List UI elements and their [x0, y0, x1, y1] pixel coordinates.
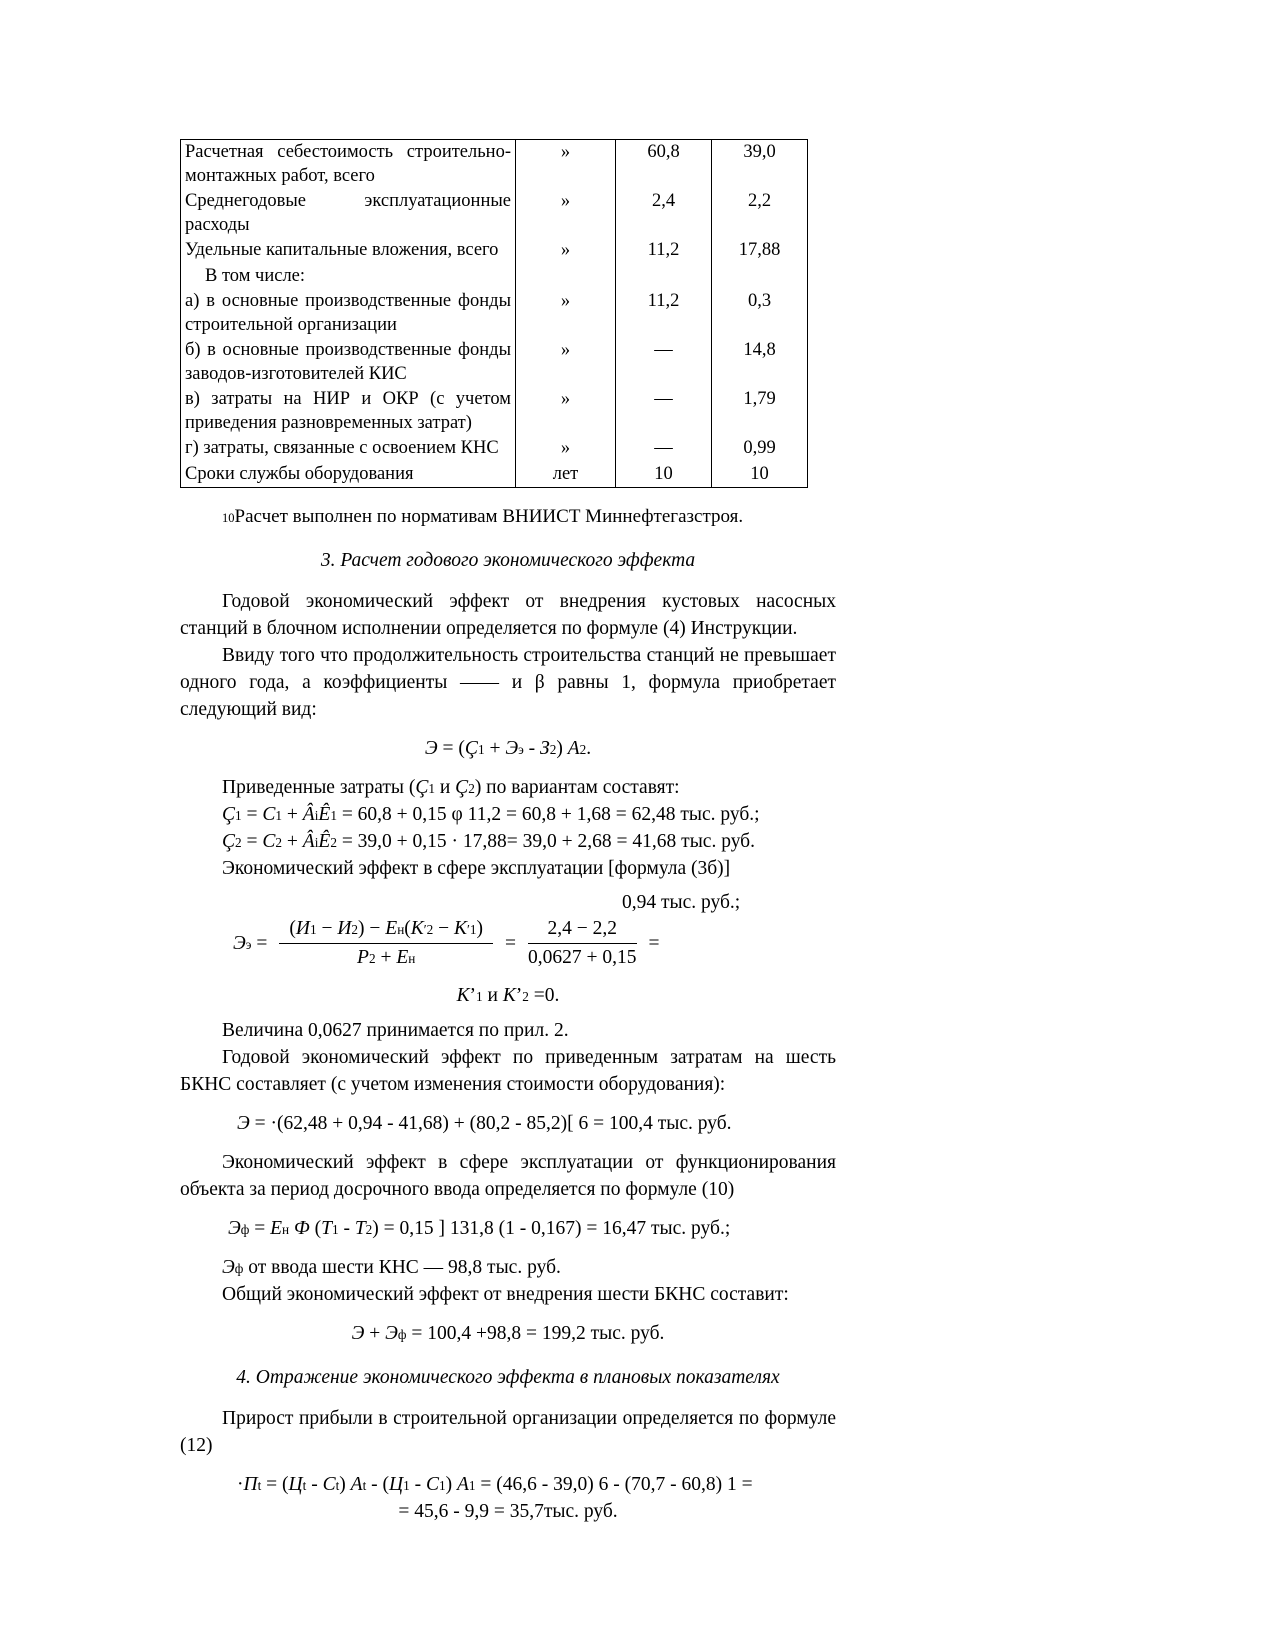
paragraph-total-effect: Общий экономический эффект от внедрения шести БКНС составит: — [222, 1284, 789, 1305]
table-row — [181, 338, 808, 387]
formula-operating-effect — [233, 918, 836, 969]
fraction-numeric — [528, 918, 637, 969]
paragraph-profit-growth: Прирост прибыли в строительной организации определяется по формуле (12) — [180, 1408, 836, 1456]
row-label: Сроки службы оборудования — [185, 463, 414, 484]
section-heading-4: 4. Отражение экономического эффекта в плановых показателях — [236, 1367, 780, 1388]
row-unit — [516, 264, 616, 290]
fraction-numerator: 2,4 − 2,2 — [528, 918, 637, 944]
paragraph-six-bkns: Годовой экономический эффект по приведенным затратам на шесть БКНС составляет (с учетом изменения стоимости оборудования): — [180, 1047, 836, 1095]
fraction-symbolic — [279, 918, 493, 969]
row-value-2: 0,99 — [712, 436, 808, 462]
formula-profit-line-2: = 45,6 - 9,9 = 35,7тыс. руб. — [398, 1501, 618, 1522]
footnote-text: Расчет выполнен по нормативам ВНИИСТ Миннефтегазстроя. — [234, 506, 744, 527]
fraction-numerator: $(И_1 - И_2) - Е_н(К'_2 - К'_1)$ — [279, 918, 493, 944]
row-label: б) в основные производственные фонды заводов-изготовителей КИС — [185, 340, 511, 384]
row-unit: » — [516, 189, 616, 238]
row-label: В том числе: — [205, 265, 306, 286]
table-row — [181, 436, 808, 462]
paragraph-annual-effect: Годовой экономический эффект от внедрения кустовых насосных станций в блочном исполнении определяется по формуле (4) Инструкции. — [180, 591, 836, 639]
formula-lhs: $Э_э$ = — [233, 932, 268, 954]
section-heading-3: 3. Расчет годового экономического эффекта — [320, 550, 696, 571]
formula-profit-line-1: $\cdot П_t = (Ц_t - С_t)$ $А_t - (Ц_1 - С_1) А_1 = (46,6 - 39,0)$ 6 - (70,7 - 60,8) 1 = — [237, 1474, 753, 1495]
formula-kprime: $К’_1$ и $К’_2 =0$. — [456, 985, 560, 1006]
row-value-2: 1,79 — [712, 387, 808, 436]
row-value-1: — — [616, 387, 712, 436]
row-unit: » — [516, 338, 616, 387]
row-label: Среднегодовые эксплуатационные расходы — [185, 191, 511, 235]
equals-sign: = — [648, 932, 660, 954]
table-row — [181, 140, 808, 190]
row-value-2: 2,2 — [712, 189, 808, 238]
row-value-1: — — [616, 338, 712, 387]
paragraph-reduced-costs: Приведенные затраты ($Ç_1$ и $Ç_2$) по вариантам составят: — [222, 777, 680, 798]
row-value-1 — [616, 264, 712, 290]
formula-c1: $Ç_1 = С_1$ + $Â_iÊ_1 = 60,8 + 0,15$ φ 11,2 = 60,8 + 1,68 = 62,48 тыс. руб.; — [222, 804, 760, 825]
row-label: г) затраты, связанные с освоением КНС — [185, 438, 499, 458]
row-value-1: 11,2 — [616, 289, 712, 338]
row-value-2: 39,0 — [712, 140, 808, 190]
table-row — [181, 462, 808, 488]
formula-sum: Э = ·(62,48 + 0,94 - 41,68) + (80,2 - 85,2)[ 6 = 100,4 тыс. руб. — [237, 1113, 732, 1134]
formula-total: $Э + Э_ф = 100,4 +98,8 = 199,2$ тыс. руб. — [351, 1323, 665, 1344]
formula-main: $Э = (Ç_1 + Э_э - З_2)$ $А_2$. — [424, 738, 592, 759]
row-label: в) затраты на НИР и ОКР (с учетом приведения разновременных затрат) — [185, 389, 511, 433]
row-label: Удельные капитальные вложения, всего — [185, 240, 499, 260]
row-value-1: 2,4 — [616, 189, 712, 238]
table-footnote — [180, 504, 836, 530]
table-row — [181, 238, 808, 264]
formula-ef: $Э_ф = Е_н$ Ф $(Т_1 - Т_2) = 0,15$ ] 131,8 (1 - 0,167) = 16,47 тыс. руб.; — [228, 1218, 731, 1239]
row-unit: » — [516, 140, 616, 190]
paragraph-operation-effect: Экономический эффект в сфере эксплуатации [формула (3б)] — [222, 858, 731, 879]
table-row — [181, 289, 808, 338]
row-label: а) в основные производственные фонды строительной организации — [185, 291, 511, 335]
paragraph-early-commissioning: Экономический эффект в сфере эксплуатации от функционирования объекта за период досрочного ввода определяется по формуле (10) — [180, 1152, 836, 1200]
row-value-1: 10 — [616, 462, 712, 488]
equals-sign: = — [505, 932, 517, 954]
fraction-denominator: $Р_2 + Е_н$ — [357, 947, 416, 968]
row-value-2: 10 — [712, 462, 808, 488]
row-value-2 — [712, 264, 808, 290]
row-unit: » — [516, 289, 616, 338]
formula-c2: $Ç_2 = С_2$ + $Â_iÊ_2 = 39,0 + 0,15 \cdot 17,88= 39,0 + 2,68 = 41,68$ тыс. руб. — [222, 831, 755, 852]
row-unit: » — [516, 238, 616, 264]
row-value-1: 60,8 — [616, 140, 712, 190]
row-value-1: 11,2 — [616, 238, 712, 264]
table-row — [181, 264, 808, 290]
table-row — [181, 387, 808, 436]
result-value: 0,94 тыс. руб.; — [622, 892, 741, 913]
paragraph-duration: Ввиду того что продолжительность строительства станций не превышает одного года, а коэффициенты —— и β равны 1, формула приобретает следующий вид: — [180, 645, 836, 720]
row-unit: » — [516, 436, 616, 462]
row-unit: » — [516, 387, 616, 436]
row-value-2: 0,3 — [712, 289, 808, 338]
indicators-table — [180, 139, 808, 488]
footnote-marker: 10 — [222, 511, 235, 525]
paragraph-ef-six-kns: $Э_ф$ от ввода шести КНС — 98,8 тыс. руб. — [222, 1257, 561, 1278]
row-value-1: — — [616, 436, 712, 462]
row-value-2: 14,8 — [712, 338, 808, 387]
paragraph-value-00627: Величина 0,0627 принимается по прил. 2. — [222, 1020, 569, 1041]
row-label: Расчетная себестоимость строительно-монтажных работ, всего — [185, 142, 511, 186]
table-row — [181, 189, 808, 238]
row-unit: лет — [516, 462, 616, 488]
fraction-denominator: 0,0627 + 0,15 — [528, 947, 637, 968]
row-value-2: 17,88 — [712, 238, 808, 264]
